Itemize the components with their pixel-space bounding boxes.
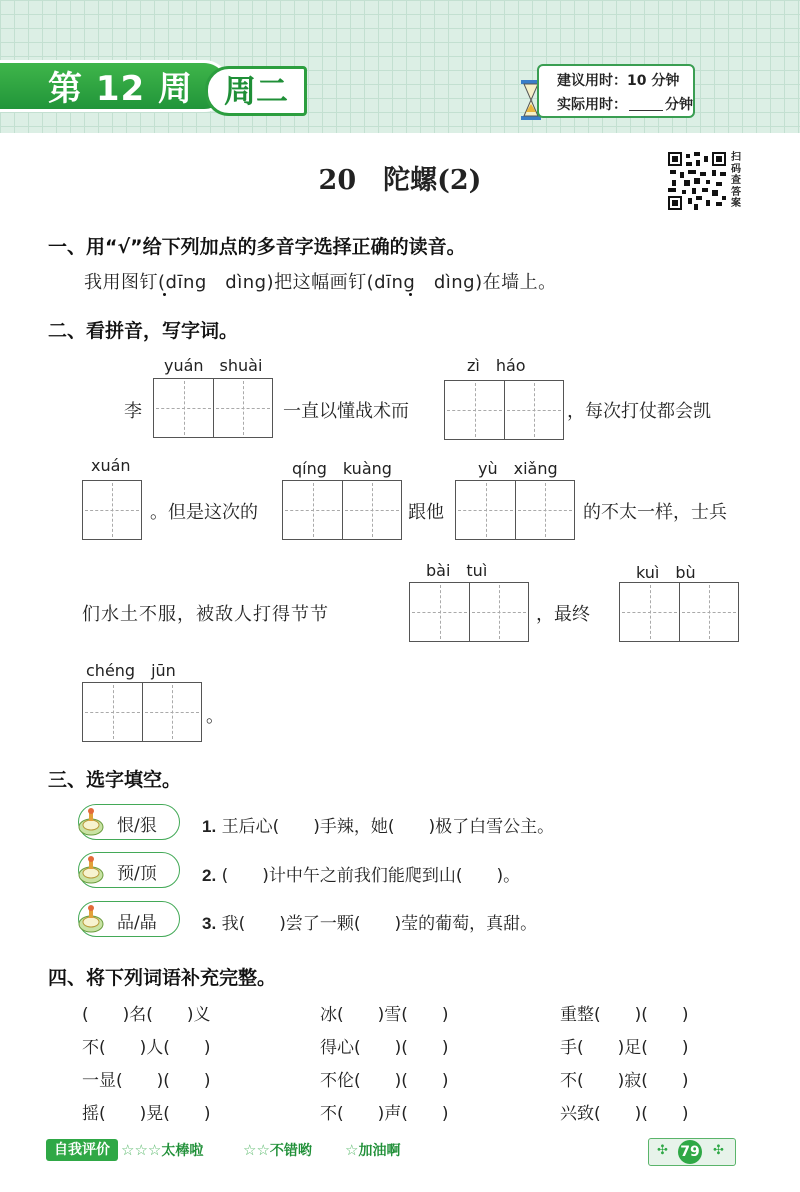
option-box (78, 852, 180, 888)
day-label: 周二 (205, 66, 307, 116)
suggested-time: 建议用时：10 分钟 (557, 73, 680, 89)
idiom-item: 兴致( )( ) (560, 1104, 689, 1124)
text-fragment: 一直以懂战术而 (283, 401, 409, 422)
option-text: 品/晶 (117, 913, 157, 933)
star-icon: ☆☆ (243, 1141, 270, 1159)
idiom-item: 摇( )晃( ) (82, 1104, 211, 1124)
lesson-title: 20 陀螺(2) (318, 165, 482, 196)
section3-heading: 三、选字填空。 (48, 769, 182, 791)
pinyin-5: yù xiǎng (478, 459, 558, 478)
qr-code-icon[interactable] (668, 152, 726, 210)
writing-grid[interactable] (444, 380, 564, 440)
writing-grid[interactable] (619, 582, 739, 642)
section1-sentence: 我用图钉(dīng dìng)把这幅画钉(dīng dìng)在墙上。 (84, 272, 557, 293)
option-box (78, 901, 180, 937)
text-fragment: 的不太一样，士兵 (583, 502, 727, 523)
writing-grid[interactable] (282, 480, 402, 540)
spinning-top-icon (75, 853, 107, 887)
pinyin-3: xuán (91, 456, 131, 475)
writing-grid[interactable] (153, 378, 273, 438)
idiom-item: 不( )人( ) (82, 1038, 211, 1058)
pinyin-8: chéng jūn (86, 661, 176, 680)
section1-heading: 一、用“√”给下列加点的多音字选择正确的读音。 (48, 236, 466, 258)
star-icon: ☆ (345, 1141, 359, 1159)
time-box (537, 64, 695, 118)
section4-heading: 四、将下列词语补充完整。 (48, 967, 277, 989)
idiom-item: 手( )足( ) (560, 1038, 689, 1058)
option-text: 预/顶 (117, 864, 157, 884)
text-fragment: 。但是这次的 (150, 502, 258, 523)
pinyin-2: zì háo (467, 356, 526, 375)
decor-icon: ✣ (657, 1143, 668, 1158)
idiom-item: ( )名( )义 (82, 1005, 211, 1025)
spinning-top-icon (75, 902, 107, 936)
option-box (78, 804, 180, 840)
writing-grid[interactable] (409, 582, 529, 642)
rating-three-stars[interactable]: ☆☆☆太棒啦 (121, 1141, 204, 1159)
rating-two-stars[interactable]: ☆☆不错哟 (243, 1141, 312, 1159)
question-2: 2. ( )计中午之前我们能爬到山( )。 (202, 866, 521, 886)
text-fragment: 李 (124, 401, 142, 422)
idiom-item: 得心( )( ) (320, 1038, 449, 1058)
idiom-item: 重整( )( ) (560, 1005, 689, 1025)
writing-grid[interactable] (82, 480, 142, 540)
text-fragment: ，最终 (536, 604, 590, 625)
emphasis-dot (163, 293, 166, 296)
option-text: 恨/狠 (117, 816, 157, 836)
actual-time: 实际用时： 分钟 (557, 97, 693, 113)
section2-heading: 二、看拼音，写字词。 (48, 320, 239, 342)
pinyin-6: bài tuì (426, 561, 488, 580)
idiom-item: 不伦( )( ) (320, 1071, 449, 1091)
decor-icon: ✣ (713, 1143, 724, 1158)
page-number-badge (648, 1138, 736, 1166)
text-fragment: 们水土不服，被敌人打得节节 (82, 604, 329, 625)
page-number: 79 (678, 1140, 702, 1164)
text-fragment: 跟他 (408, 502, 444, 523)
rating-one-star[interactable]: ☆加油啊 (345, 1141, 401, 1159)
writing-grid[interactable] (82, 682, 202, 742)
idiom-item: 不( )寂( ) (560, 1071, 689, 1091)
pinyin-4: qíng kuàng (292, 459, 392, 478)
text-fragment: 。 (206, 706, 224, 727)
qr-label: 扫码查答案 (731, 152, 741, 209)
idiom-item: 不( )声( ) (320, 1104, 449, 1124)
question-1: 1. 王后心( )手辣，她( )极了白雪公主。 (202, 817, 555, 837)
pinyin-7: kuì bù (636, 563, 696, 582)
emphasis-dot (409, 293, 412, 296)
writing-grid[interactable] (455, 480, 575, 540)
text-fragment: ，每次打仗都会凯 (567, 401, 711, 422)
question-3: 3. 我( )尝了一颗( )莹的葡萄，真甜。 (202, 914, 538, 934)
self-eval-label: 自我评价 (46, 1139, 118, 1161)
idiom-item: 冰( )雪( ) (320, 1005, 449, 1025)
spinning-top-icon (75, 805, 107, 839)
pinyin-1: yuán shuài (164, 356, 263, 375)
star-icon: ☆☆☆ (121, 1141, 162, 1159)
week-label: 第 12 周 (0, 60, 230, 112)
idiom-item: 一显( )( ) (82, 1071, 211, 1091)
